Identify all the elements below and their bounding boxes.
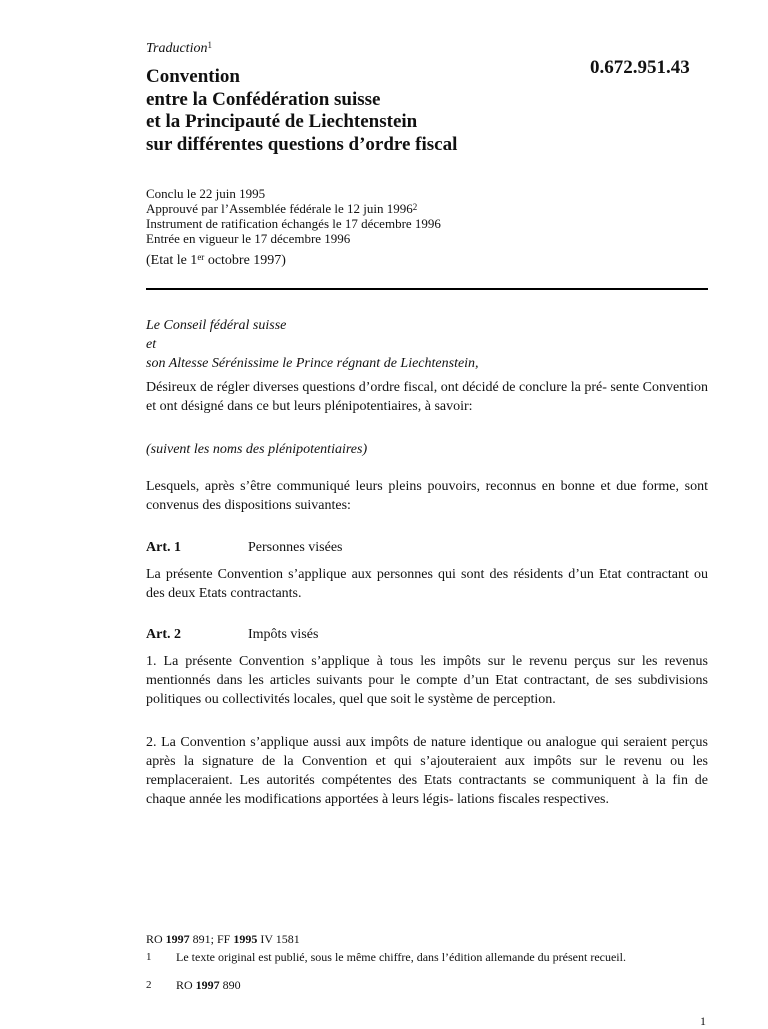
status-superscript: er — [197, 252, 205, 262]
plenipotentiaries-note: (suivent les noms des plénipotentiaires) — [146, 442, 368, 457]
article-number: Art. 2 — [146, 627, 181, 642]
ref-text: IV 1581 — [257, 932, 300, 946]
horizontal-rule — [146, 288, 708, 290]
ref-year: 1997 — [165, 932, 190, 946]
document-title — [146, 66, 457, 156]
article-title: Impôts visés — [248, 627, 319, 642]
translation-note — [146, 41, 212, 57]
party-line: Le Conseil fédéral suisse — [146, 318, 287, 333]
ref-year: 1995 — [233, 932, 258, 946]
approved-footnote-ref[interactable]: 2 — [412, 202, 418, 212]
entry-into-force-date: Entrée en vigueur le 17 décembre 1996 — [146, 231, 351, 246]
page-number: 1 — [700, 1014, 706, 1028]
article-2-heading — [146, 627, 318, 643]
contracting-parties — [146, 316, 708, 373]
party-line: son Altesse Sérénissime le Prince régnant de Liechtenstein, — [146, 356, 479, 371]
approved-date — [146, 201, 441, 216]
article-2-paragraph-1: 1. La présente Convention s’applique à tous les impôts sur le revenu perçus sur les revenus mentionnés dans les articles suivants pour le compte d’un Etat contractant, de ses subdivisions politiques ou collectivités locales, quel que soit le système de perception. — [146, 654, 708, 707]
title-line: Convention — [146, 66, 240, 87]
footnote-number: 1 — [146, 951, 152, 963]
article-number: Art. 1 — [146, 540, 181, 555]
preamble-paragraph: Désireux de régler diverses questions d’ordre fiscal, ont décidé de conclure la pré- sente Convention et ont désigné dans ce but leurs plénipotentiaires, à savoir: — [146, 380, 708, 414]
ref-text: 891; FF — [189, 932, 234, 946]
ratification-date: Instrument de ratification échangés le 17 décembre 1996 — [146, 216, 441, 231]
article-1-paragraph: La présente Convention s’applique aux personnes qui sont des résidents d’un Etat contractant ou des deux Etats contractants. — [146, 567, 708, 601]
footnote-number: 2 — [146, 979, 152, 991]
footnote-text — [176, 978, 708, 992]
party-line: et — [146, 337, 157, 352]
footnote-2 — [146, 978, 708, 992]
article-1-heading — [146, 540, 343, 556]
article-title: Personnes visées — [248, 540, 343, 555]
agreement-paragraph: Lesquels, après s’être communiqué leurs pleins pouvoirs, reconnus en bonne et due forme, sont convenus des dispositions suivantes: — [146, 479, 708, 513]
approved-text: Approuvé par l’Assemblée fédérale le 12 juin 1996 — [146, 201, 413, 216]
concluded-date: Conclu le 22 juin 1995 — [146, 186, 266, 201]
translation-footnote-ref[interactable]: 1 — [207, 40, 212, 50]
footnote-year: 1997 — [195, 978, 220, 992]
footnote-text: Le texte original est publié, sous le même chiffre, dans l’édition allemande du présent recueil. — [176, 950, 626, 964]
title-line: et la Principauté de Liechtenstein — [146, 111, 418, 132]
status-prefix: (Etat le 1 — [146, 253, 198, 268]
status-date — [146, 253, 286, 269]
footnote-text-part: 890 — [219, 978, 241, 992]
document-metadata — [146, 186, 441, 246]
status-suffix: octobre 1997) — [204, 253, 286, 268]
footnote-text-part: RO — [176, 978, 196, 992]
article-2-paragraph-2: 2. La Convention s’applique aussi aux impôts de nature identique ou analogue qui seraient perçus après la signature de la Convention et qui s’ajouteraient aux impôts sur le revenu ou les remplaceraient. Les autorités compétentes des Etats contractants se communiquent à la fin de chaque année les modifications apportées à leurs légis- lations fiscales respectives. — [146, 735, 708, 807]
title-line: entre la Confédération suisse — [146, 88, 381, 110]
footnote-1 — [146, 950, 708, 964]
translation-label: Traduction — [146, 41, 208, 56]
sr-number: 0.672.951.43 — [590, 57, 690, 78]
ref-text: RO — [146, 932, 166, 946]
title-line: sur différentes questions d’ordre fiscal — [146, 133, 458, 155]
official-references — [146, 932, 300, 946]
